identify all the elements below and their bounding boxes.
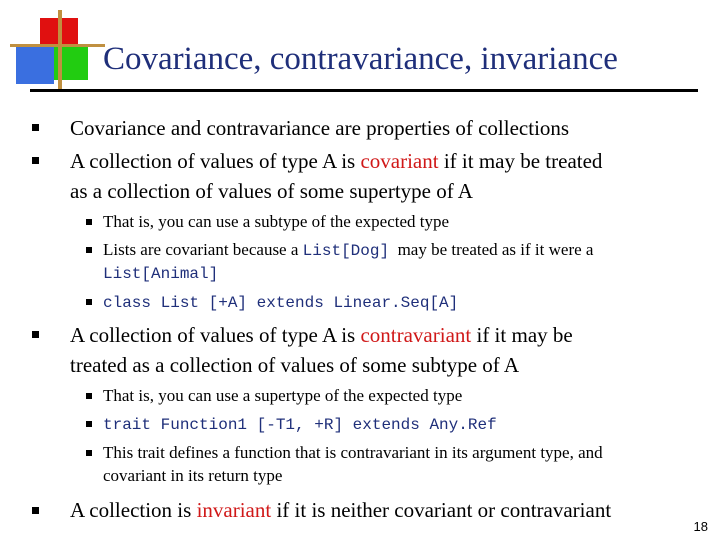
term-contravariant: contravariant [360,323,472,347]
code-trait-function1: trait Function1 [-T1, +R] extends Any.Ref [103,416,497,434]
bullet-2-sub-2 [103,240,593,261]
bullet-marker [32,157,39,164]
slide-title: Covariance, contravariance, invariance [103,41,618,77]
code-list-animal: List[Animal] [103,265,219,283]
bullet-2-pre: A collection of values of type A is [70,149,361,173]
bullet-2-sub-3 [103,292,458,313]
bullet-3-line-1 [70,323,573,347]
bullet-marker [32,124,39,131]
bullet-3-pre: A collection of values of type A is [70,323,361,347]
bullet-2-sub-2-line-2 [103,263,218,284]
bullet-marker [32,331,39,338]
sub-bullet-marker [86,450,92,456]
bullet-3-sub-1: That is, you can use a supertype of the expected type [103,386,463,405]
bullet-2-line-2: as a collection of values of some supertype of A [70,179,473,203]
bullet-2-sub-2-pre: Lists are covariant because a [103,240,303,259]
bullet-3-sub-2 [103,414,497,435]
title-underline [30,89,698,92]
bullet-3-sub-3-line-2: covariant in its return type [103,466,283,485]
logo-blue-square [16,44,54,84]
page-number: 18 [693,519,708,534]
slide-logo-graphic [0,0,110,100]
bullet-2-sub-1: That is, you can use a subtype of the expected type [103,212,450,231]
bullet-2-sub-2-post: may be treated as if it were a [389,240,594,259]
bullet-3-post: if it may be [471,323,573,347]
bullet-4-post: if it is neither covariant or contravariant [271,498,612,522]
sub-bullet-marker [86,393,92,399]
logo-vertical-bar [58,10,62,90]
bullet-3-sub-3: This trait defines a function that is contravariant in its argument type, and [103,443,603,462]
bullet-4-pre: A collection is [70,498,197,522]
sub-bullet-marker [86,247,92,253]
sub-bullet-marker [86,421,92,427]
code-class-list: class List [+A] extends Linear.Seq[A] [103,294,459,312]
bullet-2-post: if it may be treated [438,149,603,173]
bullet-4-text [70,498,611,522]
bullet-2-line-1 [70,149,602,173]
logo-horizontal-bar [10,44,105,47]
code-list-dog: List[Dog] [302,242,390,260]
term-invariant: invariant [196,498,272,522]
bullet-3-line-2: treated as a collection of values of some subtype of A [70,353,520,377]
term-covariant: covariant [360,149,439,173]
bullet-marker [32,507,39,514]
sub-bullet-marker [86,219,92,225]
sub-bullet-marker [86,299,92,305]
bullet-1-text: Covariance and contravariance are properties of collections [70,116,570,140]
